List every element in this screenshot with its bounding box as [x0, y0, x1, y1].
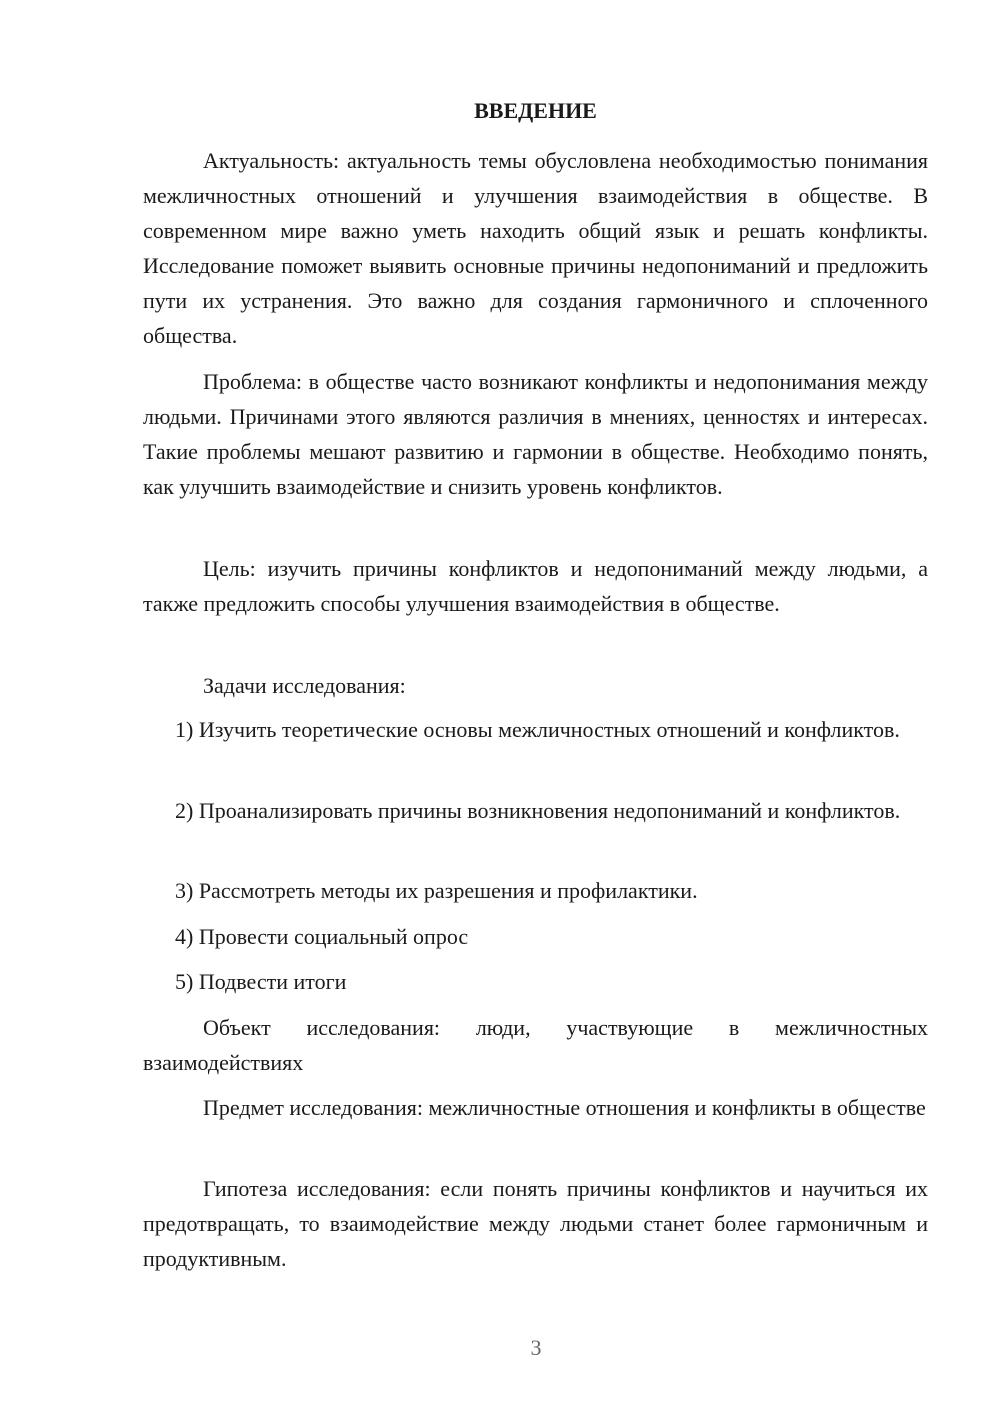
task-item-3: 3) Рассмотреть методы их разрешения и профилактики. — [175, 878, 698, 903]
problem-paragraph: Проблема: в обществе часто возникают конфликты и недопонимания между людьми. Причинами этого являются различия в мнениях, ценностях и интересах. Такие проблемы мешают развитию и гармонии в обществе. Необходимо понять, как улучшить взаимодействие и снизить уровень конфликтов. — [143, 369, 928, 499]
subject-paragraph: Предмет исследования: межличностные отношения и конфликты в обществе — [203, 1095, 926, 1120]
task-item-1: 1) Изучить теоретические основы межличностных отношений и конфликтов. — [175, 717, 900, 742]
tasks-heading: Задачи исследования: — [203, 673, 406, 698]
object-paragraph: Объект исследования: люди, участвующие в межличностных взаимодействиях — [143, 1015, 928, 1075]
relevance-paragraph: Актуальность: актуальность темы обусловлена необходимостью понимания межличностных отношений и улучшения взаимодействия в обществе. В современном мире важно уметь находить общий язык и решать конфликты. Исследование поможет выявить основные причины недопониманий и предложить пути их устранения. Это важно для создания гармоничного и сплоченного общества. — [143, 148, 928, 348]
hypothesis-paragraph: Гипотеза исследования: если понять причины конфликтов и научиться их предотвращать, то взаимодействие между людьми станет более гармоничным и продуктивным. — [143, 1176, 928, 1271]
page-title: ВВЕДЕНИЕ — [474, 98, 597, 123]
task-item-4: 4) Провести социальный опрос — [175, 924, 469, 949]
page-number: 3 — [530, 1335, 542, 1360]
goal-paragraph: Цель: изучить причины конфликтов и недопониманий между людьми, а также предложить способы улучшения взаимодействия в обществе. — [143, 556, 928, 616]
task-item-2: 2) Проанализировать причины возникновения недопониманий и конфликтов. — [175, 798, 901, 823]
task-item-5: 5) Подвести итоги — [175, 969, 347, 994]
